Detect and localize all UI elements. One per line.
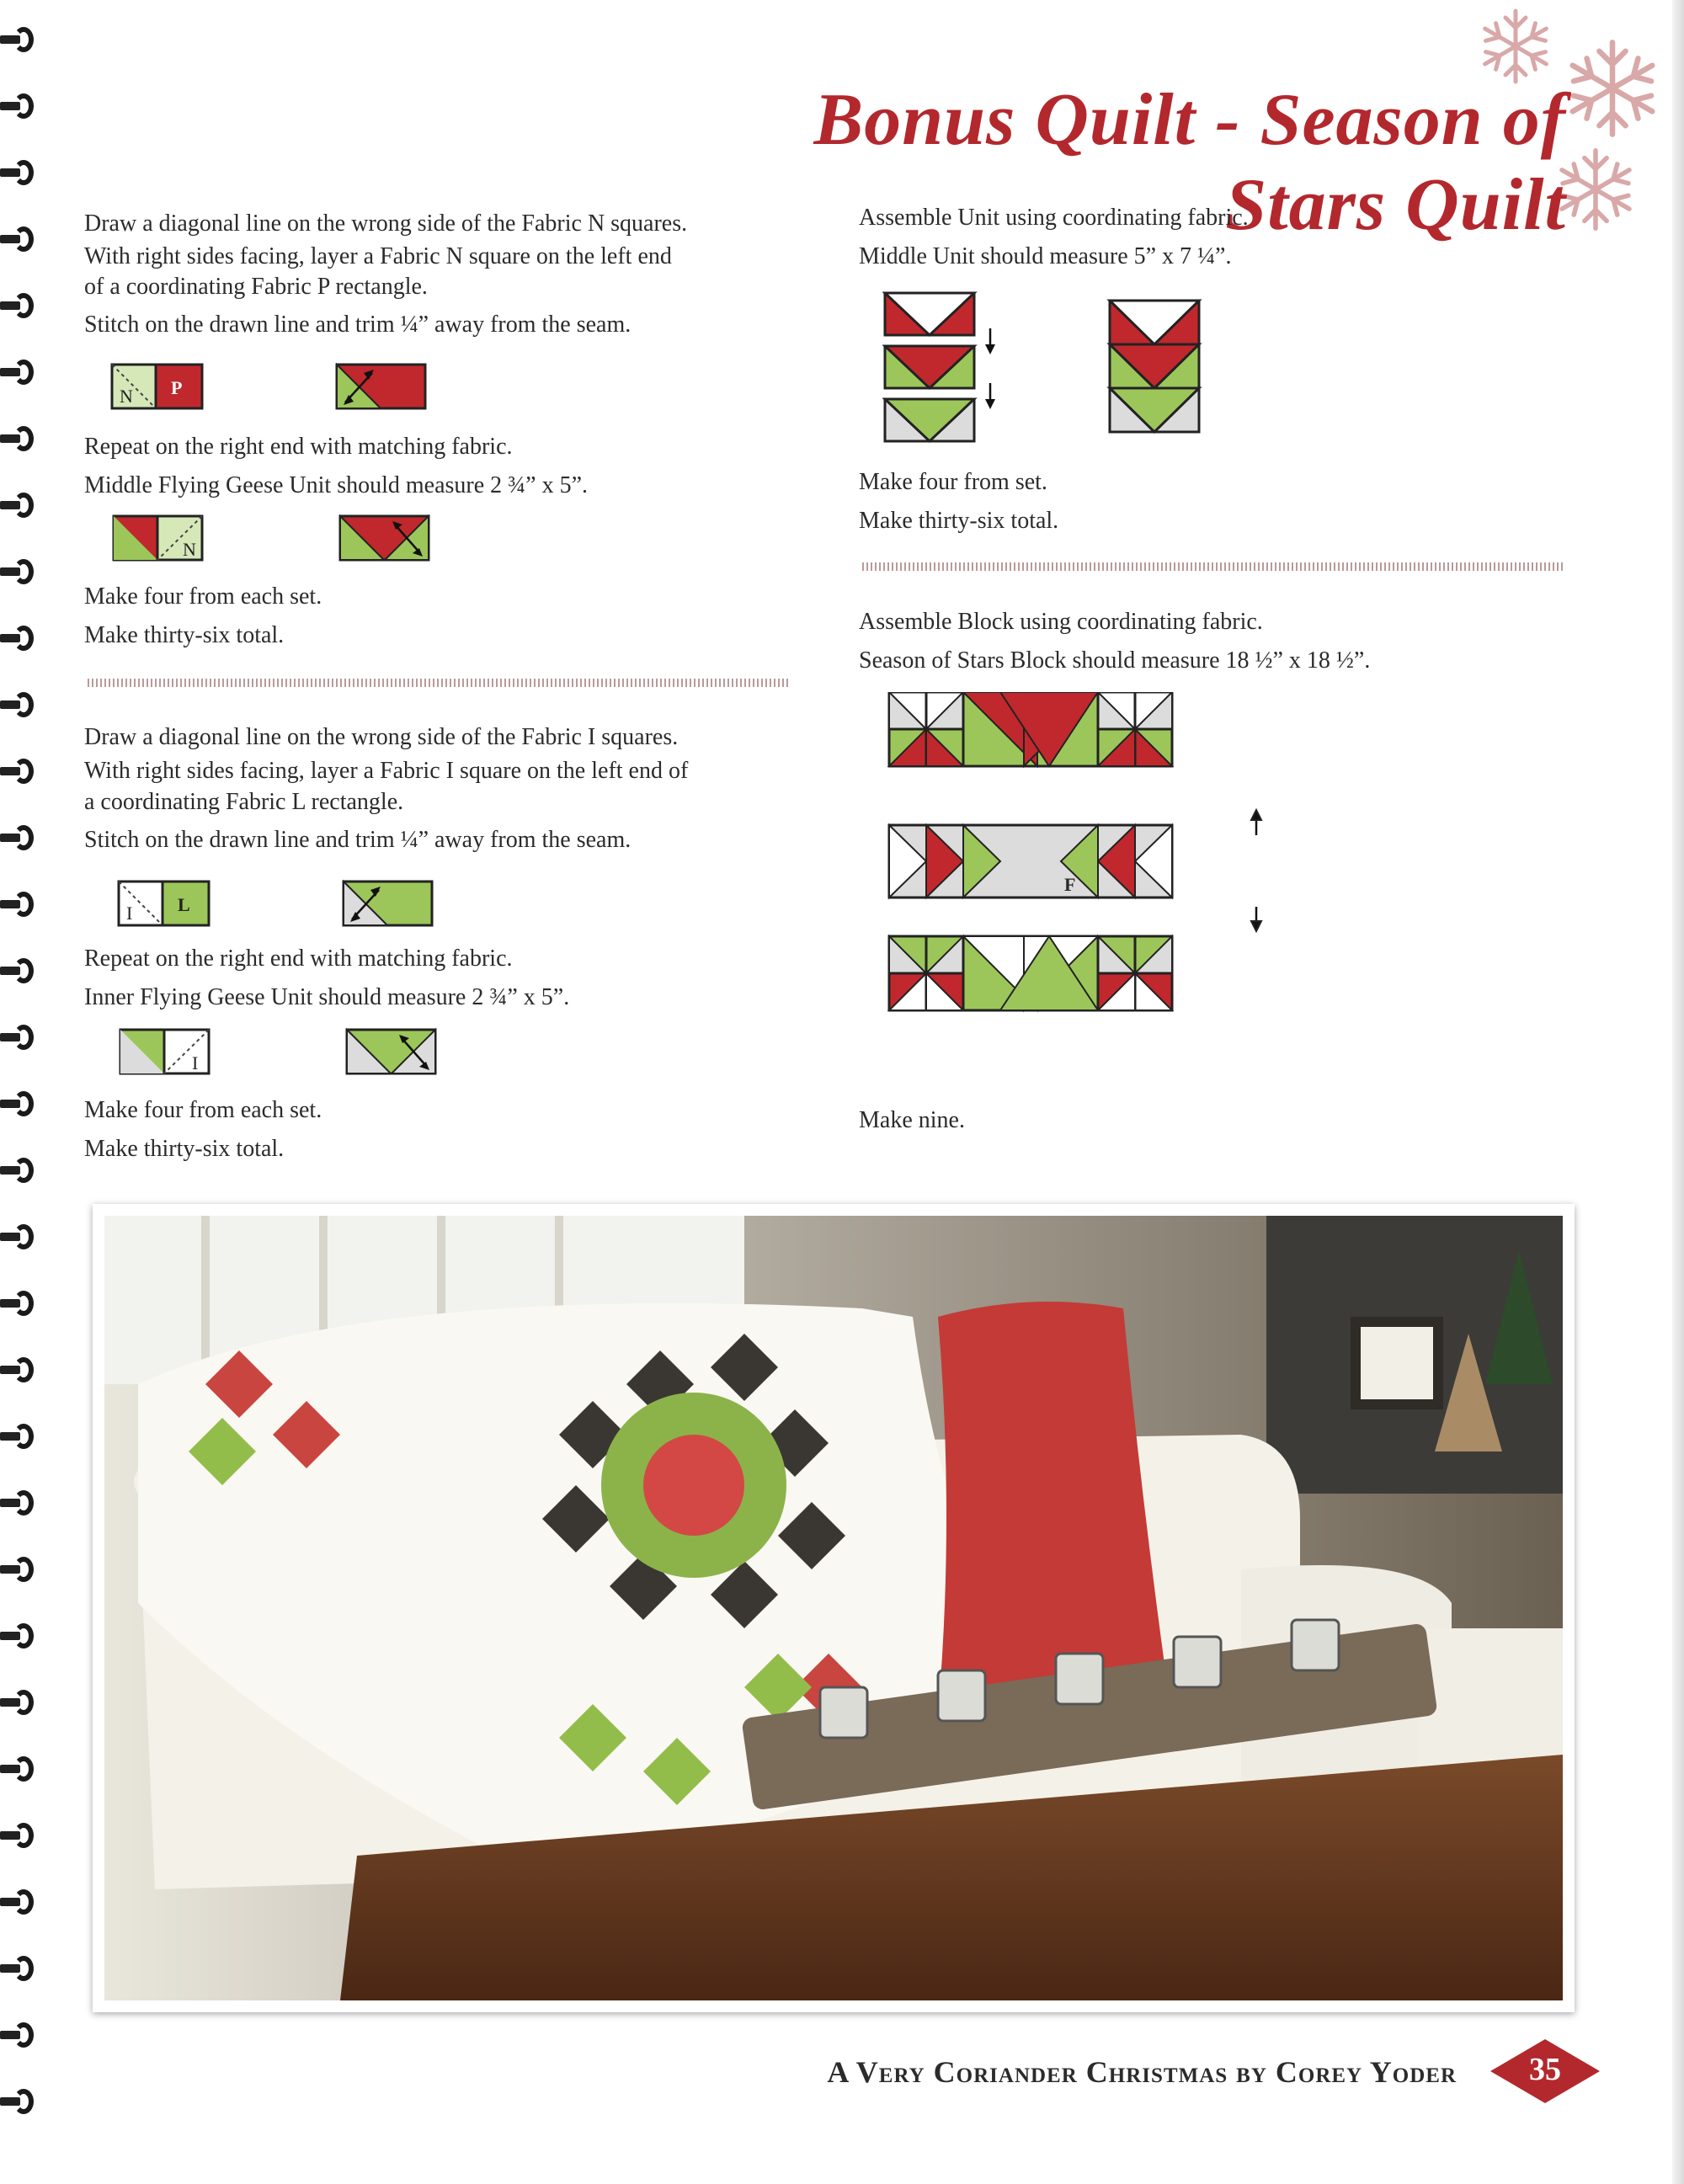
right-step-1 <box>859 200 1617 274</box>
instruction-line: Make thirty-six total. <box>84 622 285 648</box>
fabric-label-i: I <box>126 903 133 924</box>
left-step-3 <box>84 579 808 653</box>
instruction-line: Repeat on the right end with matching fabric. <box>84 434 513 460</box>
left-step-5 <box>84 941 808 1015</box>
binding-ring <box>0 1555 39 1584</box>
instruction-line: Make four from set. <box>859 469 1047 495</box>
page-edge <box>1672 0 1684 2184</box>
binding-ring <box>0 1422 39 1451</box>
dotted-divider <box>88 679 788 687</box>
inner-flying-geese-diagram <box>118 1027 455 1079</box>
instruction-line: Stitch on the drawn line and trim ¼” away from the seam. <box>84 827 632 853</box>
instruction-line: Assemble Block using coordinating fabric. <box>859 609 1263 635</box>
instruction-line: Middle Unit should measure 5” x 7 ¼”. <box>859 243 1232 269</box>
binding-ring <box>0 92 39 120</box>
binding-ring <box>0 823 39 852</box>
binding-ring <box>0 358 39 386</box>
left-step-4 <box>84 720 808 858</box>
binding-ring <box>0 1089 39 1118</box>
instruction-line: Season of Stars Block should measure 18 ½” x 18 ½”. <box>859 647 1371 674</box>
snowflake-icon <box>1474 4 1558 88</box>
page-title: Bonus Quilt - Season of Stars Quilt <box>813 79 1566 246</box>
quilt-photo <box>93 1204 1575 2012</box>
dotted-divider <box>862 562 1563 571</box>
binding-ring <box>0 757 39 786</box>
instruction-line: Make thirty-six total. <box>84 1136 285 1162</box>
block-label-f: F <box>1064 874 1076 895</box>
instruction-line: Make nine. <box>859 1107 965 1133</box>
binding-ring <box>0 2021 39 2049</box>
binding-ring <box>0 1156 39 1185</box>
instruction-line: Assemble Unit using coordinating fabric. <box>859 205 1249 231</box>
binding-ring <box>0 491 39 519</box>
left-step-6 <box>84 1093 808 1167</box>
binding-ring <box>0 557 39 586</box>
book-title-footer: A Very Coriander Christmas by Corey Yoder <box>827 2055 1457 2089</box>
fabric-n-p-diagram <box>109 362 446 413</box>
instruction-line: Inner Flying Geese Unit should measure 2 ¾” x 5”. <box>84 984 570 1010</box>
binding-ring <box>0 1289 39 1318</box>
instruction-line: Middle Flying Geese Unit should measure 2 ¾” x 5”. <box>84 472 589 498</box>
binding-ring <box>0 1954 39 1983</box>
binding-ring <box>0 890 39 919</box>
snowflake-icon <box>1558 34 1667 143</box>
binding-ring <box>0 291 39 320</box>
middle-unit-diagram <box>882 290 1219 450</box>
fabric-label-i: I <box>192 1052 199 1073</box>
binding-ring <box>0 1356 39 1384</box>
binding-ring <box>0 225 39 253</box>
binding-ring <box>0 690 39 719</box>
binding-ring <box>0 2087 39 2116</box>
fabric-label-l: L <box>178 894 190 915</box>
binding-ring <box>0 1688 39 1717</box>
spiral-binding <box>0 25 42 2164</box>
binding-ring <box>0 1023 39 1052</box>
binding-ring <box>0 1821 39 1850</box>
left-step-1 <box>84 206 808 343</box>
right-step-4 <box>859 1103 1617 1138</box>
instruction-line: With right sides facing, layer a Fabric I square on the left end of <box>84 758 689 784</box>
binding-ring <box>0 624 39 653</box>
left-step-2 <box>84 429 808 503</box>
fabric-label-n: N <box>120 386 133 407</box>
binding-ring <box>0 158 39 187</box>
fabric-label-p: P <box>171 377 183 398</box>
quilt-on-sofa-image <box>104 1216 1563 2000</box>
binding-ring <box>0 1755 39 1783</box>
right-step-2 <box>859 465 1617 539</box>
instruction-line: a coordinating Fabric L rectangle. <box>84 789 404 815</box>
instruction-line: Stitch on the drawn line and trim ¼” away from the seam. <box>84 312 632 338</box>
binding-ring <box>0 1489 39 1517</box>
instruction-line: With right sides facing, layer a Fabric N square on the left end <box>84 243 672 269</box>
right-step-3 <box>859 605 1617 679</box>
binding-ring <box>0 1223 39 1251</box>
middle-flying-geese-diagram <box>111 514 448 566</box>
binding-ring <box>0 25 39 54</box>
instruction-line: Repeat on the right end with matching fabric. <box>84 946 513 972</box>
instruction-line: Make thirty-six total. <box>859 508 1059 534</box>
binding-ring <box>0 1622 39 1650</box>
instruction-line: Make four from each set. <box>84 583 322 610</box>
binding-ring <box>0 1888 39 1916</box>
instruction-line: Draw a diagonal line on the wrong side of the Fabric I squares. <box>84 724 679 750</box>
binding-ring <box>0 424 39 453</box>
binding-ring <box>0 956 39 985</box>
fabric-label-n: N <box>183 539 196 560</box>
instruction-line: Draw a diagonal line on the wrong side of the Fabric N squares. <box>84 210 688 237</box>
instruction-line: of a coordinating Fabric P rectangle. <box>84 274 428 300</box>
instruction-line: Make four from each set. <box>84 1097 322 1123</box>
fabric-i-l-diagram <box>116 879 453 930</box>
season-of-stars-block-diagram <box>886 692 1290 1079</box>
page-number: 35 <box>1529 2052 1561 2087</box>
